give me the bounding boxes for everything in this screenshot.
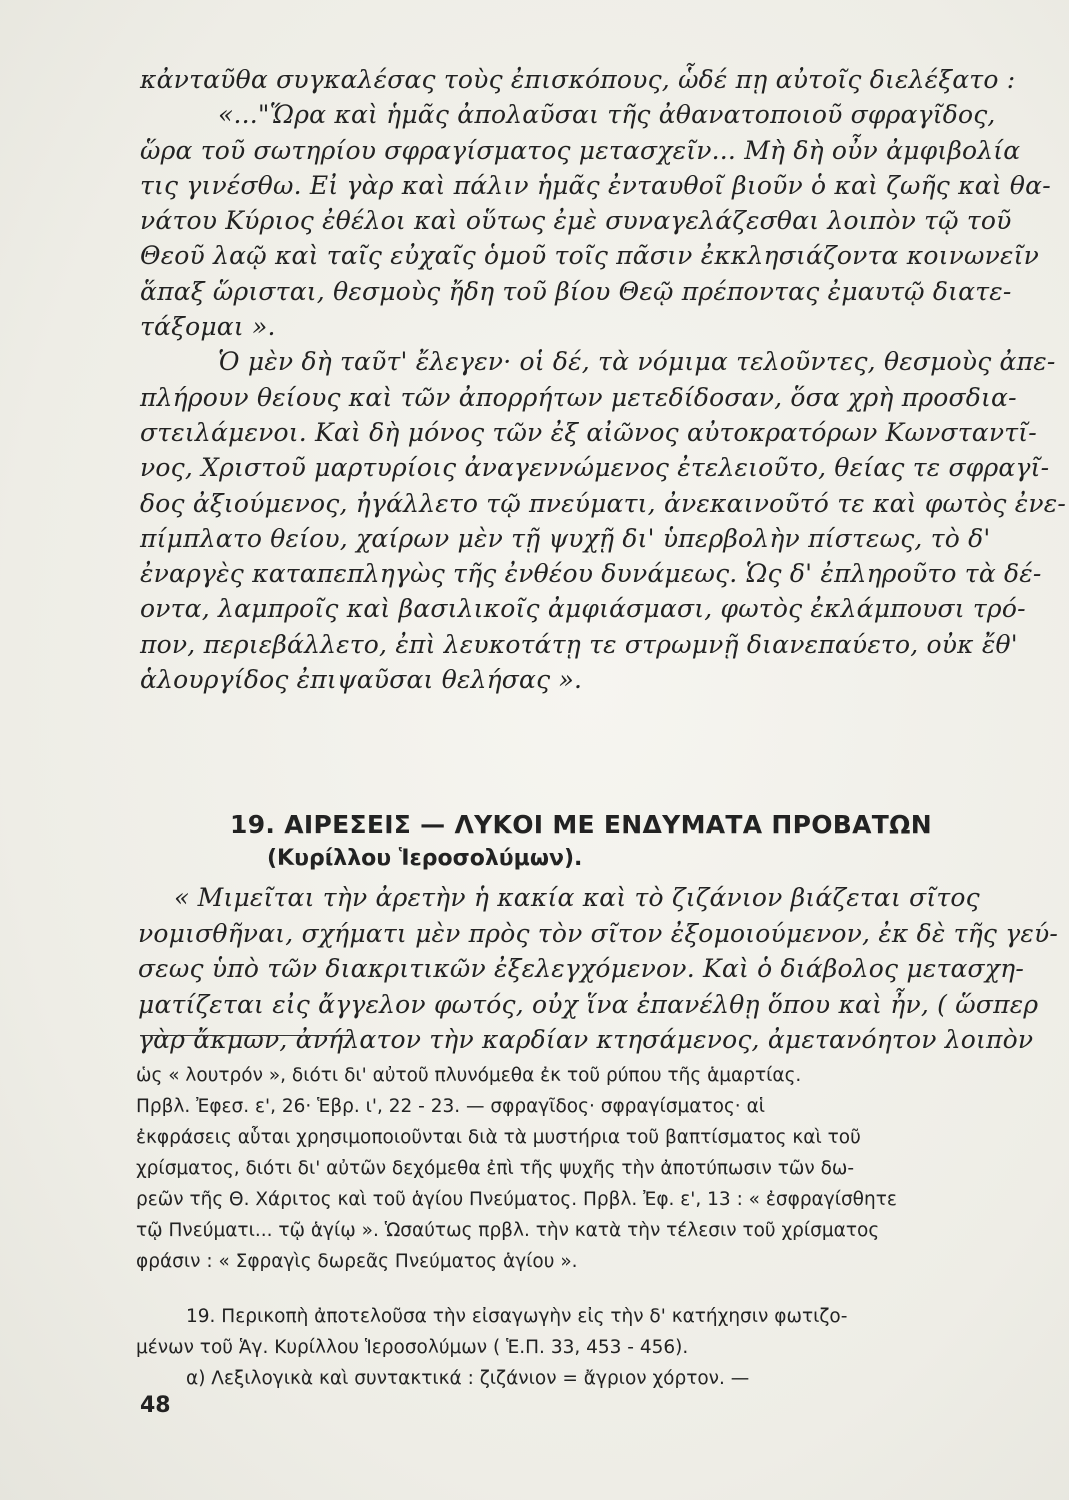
text-line: νάτου Κύριος ἐθέλοι καὶ οὕτως ἐμὲ συναγελάζεσθαι λοιπὸν τῷ τοῦ bbox=[140, 206, 1012, 236]
text-line: γὰρ ἄκμων, ἀνήλατον τὴν καρδίαν κτησάμενος, ἀμετανόητον λοιπὸν bbox=[138, 1025, 1034, 1054]
footnote-line: Πρβλ. Ἐφεσ. ε', 26· Ἑβρ. ι', 22 - 23. — σφραγῖδος· σφραγίσματος· αἱ bbox=[136, 1096, 766, 1117]
quote-text bbox=[138, 880, 1059, 1058]
text-line: νομισθῆναι, σχήματι μὲν πρὸς τὸν σῖτον ἐξομοιούμενον, ἐκ δὲ τῆς γεύ- bbox=[138, 918, 1059, 948]
text-line: στειλάμενοι. Καὶ δὴ μόνος τῶν ἐξ αἰῶνος αὐτοκρατόρων Κωνσταντῖ- bbox=[140, 417, 1037, 447]
chapter-title: 19. ΑΙΡΕΣΕΙΣ — ΛΥΚΟΙ ΜΕ ΕΝΔΥΜΑΤΑ ΠΡΟΒΑΤΩΝ bbox=[230, 810, 932, 839]
main-text bbox=[140, 62, 1067, 697]
text-line: ἐναργὲς καταπεπληγὼς τῆς ἐνθέου δυνάμεως. Ὡς δ' ἐπληροῦτο τὰ δέ- bbox=[140, 559, 1042, 589]
footnote-line: φράσιν : « Σφραγὶς δωρεᾶς Πνεύματος ἁγίου ». bbox=[136, 1251, 578, 1272]
footnote-line: ὡς « λουτρόν », διότι δι' αὐτοῦ πλυνόμεθα ἐκ τοῦ ρύπου τῆς ἁμαρτίας. bbox=[136, 1065, 802, 1086]
text-line: ἁλουργίδος ἐπιψαῦσαι θελήσας ». bbox=[140, 665, 583, 695]
footnote-gap bbox=[136, 1277, 1026, 1301]
footnotes bbox=[136, 1060, 1026, 1394]
footnote-line: 19. Περικοπὴ ἀποτελοῦσα τὴν εἰσαγωγὴν εἰς τὴν δ' κατήχησιν φωτιζο- bbox=[186, 1306, 848, 1327]
text-line: πλήρουν θείους καὶ τῶν ἀπορρήτων μετεδίδοσαν, ὅσα χρὴ προσδια- bbox=[140, 382, 1017, 412]
text-line: ὥρα τοῦ σωτηρίου σφραγίσματος μετασχεῖν... Μὴ δὴ οὖν ἀμφιβολία bbox=[140, 135, 1021, 165]
text-line: « Μιμεῖται τὴν ἀρετὴν ἡ κακία καὶ τὸ ζιζάνιον βιάζεται σῖτος bbox=[174, 883, 980, 912]
page-number: 48 bbox=[140, 1393, 171, 1418]
text-line: νος, Χριστοῦ μαρτυρίοις ἀναγεννώμενος ἐτελειοῦτο, θείας τε σφραγῖ- bbox=[140, 453, 1050, 483]
text-line: κἀνταῦθα συγκαλέσας τοὺς ἐπισκόπους, ὧδέ πῃ αὐτοῖς διελέξατο : bbox=[140, 65, 1016, 94]
text-line: Θεοῦ λαῷ καὶ ταῖς εὐχαῖς ὁμοῦ τοῖς πᾶσιν ἐκκλησιάζοντα κοινωνεῖν bbox=[140, 241, 1039, 271]
text-line: πίμπλατο θείου, χαίρων μὲν τῇ ψυχῇ δι' ὑπερβολὴν πίστεως, τὸ δ' bbox=[140, 523, 991, 553]
text-line: Ὁ μὲν δὴ ταῦτ' ἔλεγεν· οἱ δέ, τὰ νόμιμα τελοῦντες, θεσμοὺς ἀπε- bbox=[218, 347, 1056, 377]
footnote-divider bbox=[140, 1035, 353, 1036]
text-line: σεως ὑπὸ τῶν διακριτικῶν ἐξελεγχόμενον. Καὶ ὁ διάβολος μετασχη- bbox=[138, 954, 1025, 983]
footnote-line: τῷ Πνεύματι... τῷ ἁγίῳ ». Ὡσαύτως πρβλ. τὴν κατὰ τὴν τέλεσιν τοῦ χρίσματος bbox=[136, 1220, 880, 1241]
text-line: τις γινέσθω. Εἰ γὰρ καὶ πάλιν ἡμᾶς ἐνταυθοῖ βιοῦν ὁ καὶ ζωῆς καὶ θα- bbox=[140, 170, 1051, 200]
text-line: οντα, λαμπροῖς καὶ βασιλικοῖς ἀμφιάσμασι, φωτὸς ἐκλάμπουσι τρό- bbox=[140, 594, 1026, 624]
footnote-line: χρίσματος, διότι δι' αὐτῶν δεχόμεθα ἐπὶ τῆς ψυχῆς τὴν ἀποτύπωσιν τῶν δω- bbox=[136, 1158, 855, 1179]
text-line: πον, περιεβάλλετο, ἐπὶ λευκοτάτῃ τε στρωμνῇ διανεπαύετο, οὐκ ἔθ' bbox=[140, 629, 1018, 659]
text-line: «..."Ὥρα καὶ ἡμᾶς ἀπολαῦσαι τῆς ἀθανατοποιοῦ σφραγῖδος, bbox=[218, 100, 996, 130]
footnote-line: α) Λεξιλογικὰ καὶ συντακτικά : ζιζάνιον = ἄγριον χόρτον. — bbox=[186, 1368, 750, 1389]
chapter-subtitle: (Κυρίλλου Ἱεροσολύμων). bbox=[267, 846, 583, 871]
text-line: ματίζεται εἰς ἄγγελον φωτός, οὐχ ἵνα ἐπανέλθῃ ὅπου καὶ ἦν, ( ὥσπερ bbox=[138, 989, 1039, 1019]
text-line: τάξομαι ». bbox=[140, 312, 276, 342]
footnote-line: μένων τοῦ Ἁγ. Κυρίλλου Ἱεροσολύμων ( Ἑ.Π. 33, 453 - 456). bbox=[136, 1337, 689, 1358]
text-line: δος ἀξιούμενος, ἠγάλλετο τῷ πνεύματι, ἀνεκαινοῦτό τε καὶ φωτὸς ἐνε- bbox=[140, 488, 1067, 518]
footnote-line: ρεῶν τῆς Θ. Χάριτος καὶ τοῦ ἁγίου Πνεύματος. Πρβλ. Ἐφ. ε', 13 : « ἐσφραγίσθητε bbox=[136, 1189, 897, 1210]
footnote-line: ἐκφράσεις αὗται χρησιμοποιοῦνται διὰ τὰ μυστήρια τοῦ βαπτίσματος καὶ τοῦ bbox=[136, 1127, 861, 1148]
text-line: ἅπαξ ὥρισται, θεσμοὺς ἤδη τοῦ βίου Θεῷ πρέποντας ἐμαυτῷ διατε- bbox=[140, 276, 1012, 306]
